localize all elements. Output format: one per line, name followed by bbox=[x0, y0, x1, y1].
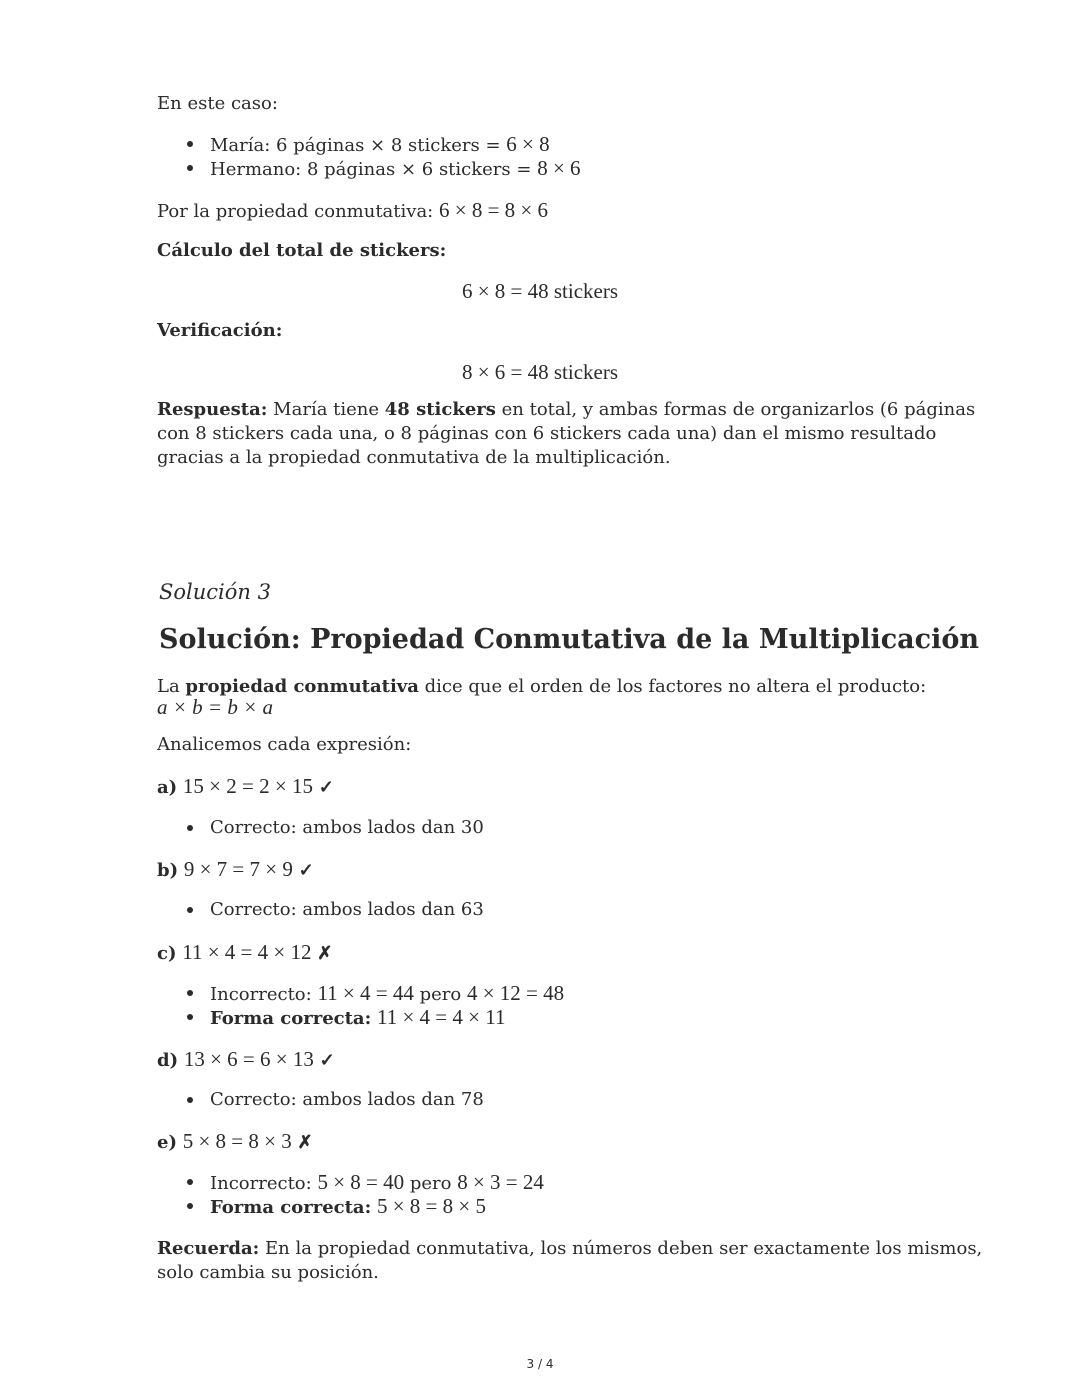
exercise-wrong bbox=[210, 1170, 544, 1196]
answer-bold: 48 stickers bbox=[384, 399, 496, 420]
definition-bold: propiedad conmutativa bbox=[185, 676, 419, 697]
verify-heading: Verificación: bbox=[157, 320, 283, 341]
bullet-icon bbox=[187, 1097, 193, 1103]
page-number: 3 / 4 bbox=[526, 1357, 554, 1371]
exercise-e bbox=[157, 1129, 313, 1155]
cross-icon: ✗ bbox=[317, 943, 333, 964]
solution-label: Solución 3 bbox=[159, 580, 271, 604]
wrong-equation: 5 × 8 = 40 bbox=[317, 1170, 405, 1194]
exercise-fix bbox=[210, 1194, 486, 1220]
exercise-letter: a) bbox=[157, 777, 178, 798]
bullet-icon bbox=[187, 825, 193, 831]
answer-text: María tiene bbox=[273, 399, 380, 420]
exercise-equation: 15 × 2 = 2 × 15 bbox=[182, 774, 313, 798]
exercise-letter: e) bbox=[157, 1132, 177, 1153]
wrong-pero: pero bbox=[409, 1173, 452, 1194]
wrong-equation: 4 × 12 = 48 bbox=[466, 981, 565, 1005]
exercise-equation: 11 × 4 = 4 × 12 bbox=[182, 940, 312, 964]
solution-title: Solución: Propiedad Conmutativa de la Multiplicación bbox=[159, 624, 979, 655]
verify-equation: 8 × 6 = 48 stickers bbox=[461, 360, 619, 384]
answer-label: Respuesta: bbox=[157, 399, 268, 420]
bullet-icon bbox=[187, 990, 193, 996]
list-item bbox=[210, 156, 581, 182]
fix-equation: 5 × 8 = 8 × 5 bbox=[376, 1194, 486, 1218]
fix-label: Forma correcta: bbox=[210, 1008, 372, 1029]
exercise-c bbox=[157, 940, 332, 966]
answer-line: gracias a la propiedad conmutativa de la multiplicación. bbox=[157, 447, 671, 468]
remember-label: Recuerda: bbox=[157, 1238, 260, 1259]
exercise-note: Correcto: ambos lados dan 78 bbox=[210, 1089, 484, 1110]
check-icon: ✓ bbox=[319, 1050, 335, 1071]
exercise-a bbox=[157, 774, 334, 800]
check-icon: ✓ bbox=[298, 860, 314, 881]
exercise-note: Correcto: ambos lados dan 30 bbox=[210, 817, 484, 838]
fix-label: Forma correcta: bbox=[210, 1197, 372, 1218]
cross-icon: ✗ bbox=[297, 1132, 313, 1153]
commutative-math: 6 × 8 = 8 × 6 bbox=[438, 198, 549, 222]
check-icon: ✓ bbox=[318, 777, 334, 798]
definition-text: dice que el orden de los factores no altera el producto: bbox=[424, 676, 927, 697]
wrong-label: Incorrecto: bbox=[210, 1173, 312, 1194]
exercise-letter: d) bbox=[157, 1050, 179, 1071]
wrong-equation: 8 × 3 = 24 bbox=[457, 1170, 544, 1194]
remember-text: En la propiedad conmutativa, los números deben ser exactamente los mismos, bbox=[265, 1238, 983, 1259]
fix-equation: 11 × 4 = 4 × 11 bbox=[376, 1005, 506, 1029]
remember-line bbox=[157, 1237, 982, 1261]
exercise-b bbox=[157, 857, 314, 883]
list-item bbox=[210, 132, 550, 158]
exercise-equation: 9 × 7 = 7 × 9 bbox=[183, 857, 293, 881]
bullet-label: María: 6 páginas × 8 stickers = bbox=[210, 135, 501, 156]
exercise-note: Correcto: ambos lados dan 63 bbox=[210, 899, 484, 920]
answer-line bbox=[157, 398, 975, 422]
wrong-equation: 11 × 4 = 44 bbox=[317, 981, 414, 1005]
bullet-math: 6 × 8 bbox=[506, 132, 550, 156]
bullet-math: 8 × 6 bbox=[537, 156, 581, 180]
exercise-wrong bbox=[210, 981, 564, 1007]
analyze-text: Analicemos cada expresión: bbox=[157, 734, 412, 755]
exercise-equation: 13 × 6 = 6 × 13 bbox=[183, 1047, 314, 1071]
bullet-icon bbox=[187, 1203, 193, 1209]
exercise-d bbox=[157, 1047, 335, 1073]
bullet-icon bbox=[187, 907, 193, 913]
intro-text: En este caso: bbox=[157, 93, 278, 114]
answer-text: en total, y ambas formas de organizarlos (6 páginas bbox=[501, 399, 976, 420]
commutative-label: Por la propiedad conmutativa: bbox=[157, 201, 434, 222]
wrong-pero: pero bbox=[419, 984, 462, 1005]
exercise-letter: c) bbox=[157, 943, 177, 964]
exercise-fix bbox=[210, 1005, 505, 1031]
exercise-equation: 5 × 8 = 8 × 3 bbox=[182, 1129, 292, 1153]
bullet-label: Hermano: 8 páginas × 6 stickers = bbox=[210, 159, 532, 180]
definition-text: La bbox=[157, 676, 180, 697]
wrong-label: Incorrecto: bbox=[210, 984, 312, 1005]
bullet-icon bbox=[187, 1014, 193, 1020]
bullet-icon bbox=[187, 165, 193, 171]
definition-formula: a × b = b × a bbox=[157, 695, 274, 719]
calc-heading: Cálculo del total de stickers: bbox=[157, 240, 447, 261]
calc-equation: 6 × 8 = 48 stickers bbox=[461, 279, 619, 303]
exercise-letter: b) bbox=[157, 860, 179, 881]
remember-line: solo cambia su posición. bbox=[157, 1262, 379, 1283]
answer-line: con 8 stickers cada una, o 8 páginas con 6 stickers cada una) dan el mismo resultado bbox=[157, 423, 937, 444]
commutative-line bbox=[157, 198, 548, 224]
bullet-icon bbox=[187, 1179, 193, 1185]
bullet-icon bbox=[187, 141, 193, 147]
